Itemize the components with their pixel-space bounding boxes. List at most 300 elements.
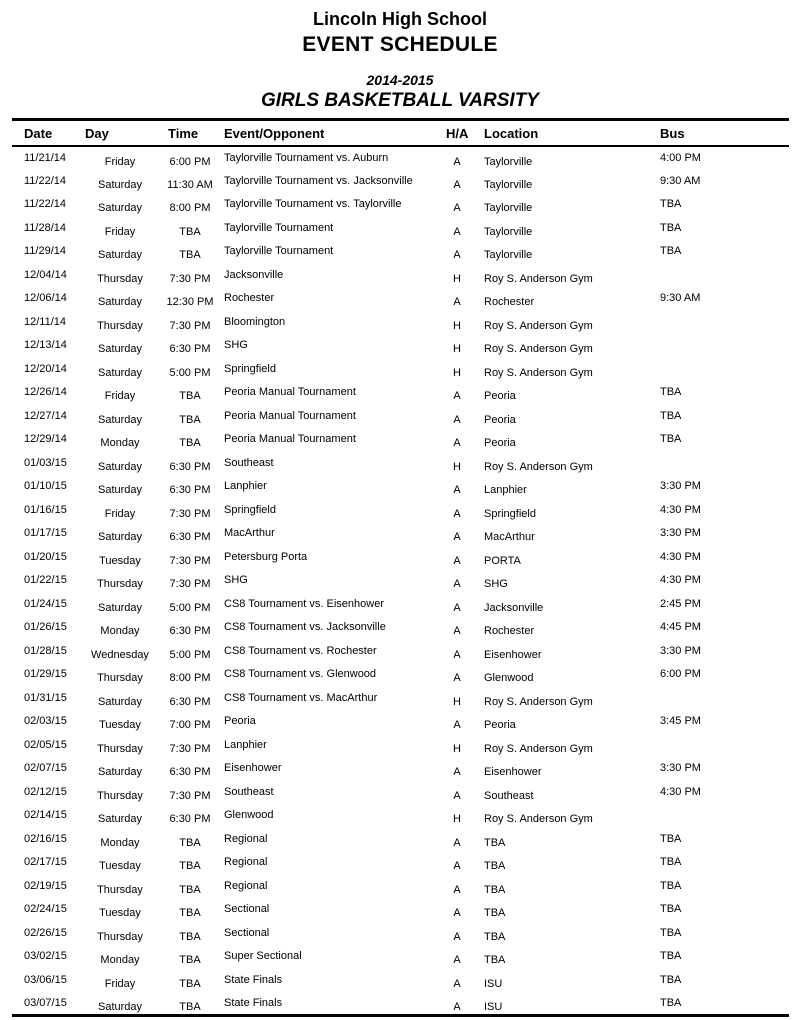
cell-location: Lanphier: [484, 484, 527, 497]
cell-time: 6:30 PM: [169, 531, 211, 544]
cell-time: TBA: [179, 390, 201, 403]
cell-date: 11/21/14: [24, 151, 67, 164]
cell-date: 12/06/14: [24, 292, 67, 305]
cell-date: 02/17/15: [24, 856, 67, 869]
cell-bus: [657, 734, 789, 758]
cell-ha: A: [453, 178, 461, 191]
schedule-row: [12, 828, 789, 852]
cell-day: Thursday: [97, 672, 143, 685]
cell-ha: A: [453, 202, 461, 215]
cell-event: CS8 Tournament vs. Glenwood: [224, 668, 377, 681]
cell-event: Sectional: [224, 926, 270, 939]
schedule-row: [12, 710, 789, 734]
cell-location: Glenwood: [484, 672, 534, 685]
cell-event: State Finals: [224, 996, 283, 1009]
cell-event: Southeast: [224, 785, 274, 798]
cell-location: Roy S. Anderson Gym: [484, 742, 593, 755]
cell-ha: H: [453, 460, 461, 473]
cell-date: 11/22/14: [24, 198, 67, 211]
cell-date: 12/13/14: [24, 339, 67, 352]
cell-event: Regional: [224, 856, 268, 869]
cell-location: Taylorville: [484, 155, 533, 168]
cell-ha: A: [453, 836, 461, 849]
cell-location: Jacksonville: [484, 601, 544, 614]
cell-date: 01/16/15: [24, 503, 67, 516]
schedule-row: [12, 405, 789, 429]
schedule-row: [12, 781, 789, 805]
season-label: 2014-2015: [366, 71, 434, 88]
cell-ha: A: [453, 954, 461, 967]
cell-location: Peoria: [484, 413, 516, 426]
team-name: GIRLS BASKETBALL VARSITY: [261, 90, 539, 112]
cell-location: TBA: [484, 907, 506, 920]
cell-event: Rochester: [224, 292, 275, 305]
cell-event: Glenwood: [224, 809, 274, 822]
cell-ha: H: [453, 742, 461, 755]
cell-bus: TBA: [660, 950, 682, 963]
cell-ha: A: [453, 437, 461, 450]
cell-ha: A: [453, 625, 461, 638]
cell-ha: A: [453, 719, 461, 732]
cell-time: 7:30 PM: [169, 507, 211, 520]
schedule-row: [12, 499, 789, 523]
cell-bus: [657, 804, 789, 828]
cell-date: 03/07/15: [24, 996, 67, 1009]
cell-bus: TBA: [660, 386, 682, 399]
cell-time: TBA: [179, 249, 201, 262]
cell-ha: A: [453, 484, 461, 497]
schedule-row: [12, 734, 789, 758]
schedule-row: [12, 922, 789, 946]
cell-location: Roy S. Anderson Gym: [484, 272, 593, 285]
cell-time: 6:30 PM: [169, 625, 211, 638]
cell-ha: A: [453, 225, 461, 238]
cell-location: Taylorville: [484, 202, 533, 215]
cell-day: Tuesday: [99, 719, 141, 732]
cell-time: TBA: [179, 930, 201, 943]
schedule-row: [12, 569, 789, 593]
cell-time: 6:30 PM: [169, 460, 211, 473]
schedule-row: [12, 757, 789, 781]
cell-date: 12/04/14: [24, 268, 67, 281]
cell-date: 03/02/15: [24, 950, 67, 963]
cell-location: Rochester: [484, 625, 535, 638]
cell-location: Springfield: [484, 507, 536, 520]
cell-time: 8:00 PM: [169, 202, 211, 215]
cell-bus: 3:30 PM: [660, 527, 701, 540]
cell-date: 12/27/14: [24, 409, 67, 422]
schedule-row: [12, 452, 789, 476]
cell-time: 6:30 PM: [169, 695, 211, 708]
cell-location: Peoria: [484, 719, 516, 732]
schedule-row: [12, 898, 789, 922]
cell-bus: TBA: [660, 198, 682, 211]
cell-time: 11:30 AM: [167, 178, 213, 191]
schedule-row: [12, 851, 789, 875]
cell-time: TBA: [179, 437, 201, 450]
cell-bus: TBA: [660, 926, 682, 939]
cell-event: State Finals: [224, 973, 283, 986]
cell-date: 11/22/14: [24, 174, 67, 187]
cell-event: CS8 Tournament vs. Eisenhower: [224, 597, 384, 610]
cell-ha: A: [453, 413, 461, 426]
schedule-table: [12, 118, 789, 1017]
cell-time: TBA: [179, 836, 201, 849]
cell-location: TBA: [484, 954, 506, 967]
cell-bus: 3:30 PM: [660, 480, 701, 493]
cell-date: 03/06/15: [24, 973, 67, 986]
cell-event: Peoria Manual Tournament: [224, 409, 356, 422]
cell-event: SHG: [224, 339, 248, 352]
cell-bus: [657, 311, 789, 335]
cell-ha: H: [453, 319, 461, 332]
cell-event: Regional: [224, 832, 268, 845]
cell-ha: H: [453, 343, 461, 356]
cell-location: TBA: [484, 930, 506, 943]
cell-event: Peoria Manual Tournament: [224, 386, 356, 399]
schedule-row: [12, 217, 789, 241]
cell-bus: 9:30 AM: [660, 174, 701, 187]
cell-ha: A: [453, 1000, 461, 1013]
cell-bus: [657, 452, 789, 476]
cell-event: Jacksonville: [224, 268, 284, 281]
cell-bus: 2:45 PM: [660, 597, 701, 610]
cell-bus: TBA: [660, 433, 682, 446]
cell-bus: 4:30 PM: [660, 574, 701, 587]
cell-day: Saturday: [97, 1000, 143, 1013]
cell-event: Regional: [224, 879, 268, 892]
cell-time: 7:30 PM: [169, 742, 211, 755]
cell-ha: A: [453, 860, 461, 873]
cell-day: Friday: [104, 155, 136, 168]
cell-location: Eisenhower: [484, 766, 542, 779]
cell-ha: A: [453, 296, 461, 309]
cell-event: Lanphier: [224, 480, 267, 493]
cell-date: 12/29/14: [24, 433, 67, 446]
cell-date: 01/24/15: [24, 597, 67, 610]
cell-bus: TBA: [660, 973, 682, 986]
cell-day: Monday: [100, 437, 140, 450]
cell-event: SHG: [224, 574, 248, 587]
cell-event: Eisenhower: [224, 762, 282, 775]
schedule-row: [12, 381, 789, 405]
cell-event: Taylorville Tournament: [224, 221, 334, 234]
document-header: [0, 8, 800, 113]
cell-ha: A: [453, 531, 461, 544]
cell-location: Taylorville: [484, 225, 533, 238]
cell-event: Petersburg Porta: [224, 550, 308, 563]
document-title: EVENT SCHEDULE: [302, 32, 498, 56]
cell-location: PORTA: [484, 554, 521, 567]
cell-bus: 3:45 PM: [660, 715, 701, 728]
cell-date: 01/20/15: [24, 550, 67, 563]
schedule-row: [12, 546, 789, 570]
cell-day: Saturday: [97, 249, 143, 262]
cell-bus: 4:30 PM: [660, 503, 701, 516]
cell-date: 11/28/14: [24, 221, 67, 234]
cell-bus: [657, 358, 789, 382]
schedule-row: [12, 170, 789, 194]
cell-ha: A: [453, 883, 461, 896]
cell-location: Peoria: [484, 437, 516, 450]
cell-bus: TBA: [660, 245, 682, 258]
cell-event: Sectional: [224, 903, 270, 916]
cell-time: 6:00 PM: [169, 155, 211, 168]
cell-time: TBA: [179, 225, 201, 238]
cell-event: Bloomington: [224, 315, 286, 328]
cell-ha: A: [453, 155, 461, 168]
cell-bus: 6:00 PM: [660, 668, 701, 681]
table-header-row: [12, 120, 789, 147]
cell-location: SHG: [484, 578, 508, 591]
schedule-row: [12, 804, 789, 828]
cell-date: 02/07/15: [24, 762, 67, 775]
cell-day: Thursday: [97, 883, 143, 896]
cell-date: 11/29/14: [24, 245, 67, 258]
cell-time: 8:00 PM: [169, 672, 211, 685]
cell-time: 7:30 PM: [169, 272, 211, 285]
cell-bus: 4:30 PM: [660, 550, 701, 563]
cell-location: ISU: [484, 977, 503, 990]
cell-day: Thursday: [97, 578, 143, 591]
cell-time: 5:00 PM: [169, 601, 211, 614]
cell-time: 12:30 PM: [166, 296, 214, 309]
cell-ha: H: [453, 695, 461, 708]
cell-bus: 3:30 PM: [660, 762, 701, 775]
cell-day: Saturday: [97, 531, 143, 544]
cell-day: Tuesday: [99, 860, 141, 873]
cell-bus: TBA: [660, 856, 682, 869]
cell-day: Wednesday: [91, 648, 149, 661]
schedule-row: [12, 287, 789, 311]
cell-date: 01/31/15: [24, 691, 67, 704]
schedule-row: [12, 311, 789, 335]
schedule-row: [12, 875, 789, 899]
cell-ha: H: [453, 813, 461, 826]
cell-bus: TBA: [660, 832, 682, 845]
cell-event: Peoria Manual Tournament: [224, 433, 356, 446]
cell-day: Saturday: [97, 178, 143, 191]
cell-bus: 4:00 PM: [660, 151, 701, 164]
cell-bus: TBA: [660, 409, 682, 422]
cell-bus: TBA: [660, 996, 682, 1009]
cell-event: MacArthur: [224, 527, 275, 540]
cell-ha: A: [453, 390, 461, 403]
cell-date: 12/26/14: [24, 386, 67, 399]
cell-location: MacArthur: [484, 531, 535, 544]
cell-ha: A: [453, 648, 461, 661]
cell-day: Saturday: [97, 695, 143, 708]
cell-bus: 4:45 PM: [660, 621, 701, 634]
cell-day: Saturday: [97, 813, 143, 826]
cell-date: 01/10/15: [24, 480, 67, 493]
schedule-row: [12, 240, 789, 264]
cell-date: 02/24/15: [24, 903, 67, 916]
column-header-ha: H/A: [437, 120, 477, 147]
cell-day: Saturday: [97, 484, 143, 497]
cell-event: Springfield: [224, 362, 276, 375]
cell-bus: [657, 264, 789, 288]
schedule-row: [12, 945, 789, 969]
cell-event: Taylorville Tournament: [224, 245, 334, 258]
cell-date: 01/17/15: [24, 527, 67, 540]
schedule-row: [12, 640, 789, 664]
schedule-row: [12, 334, 789, 358]
cell-day: Thursday: [97, 930, 143, 943]
cell-time: TBA: [179, 907, 201, 920]
cell-event: Southeast: [224, 456, 274, 469]
cell-location: Taylorville: [484, 178, 533, 191]
schedule-row: [12, 264, 789, 288]
cell-bus: TBA: [660, 221, 682, 234]
cell-day: Thursday: [97, 319, 143, 332]
schedule-row: [12, 428, 789, 452]
cell-date: 02/14/15: [24, 809, 67, 822]
cell-day: Thursday: [97, 789, 143, 802]
cell-time: 6:30 PM: [169, 766, 211, 779]
cell-date: 02/26/15: [24, 926, 67, 939]
cell-day: Thursday: [97, 742, 143, 755]
cell-event: CS8 Tournament vs. Jacksonville: [224, 621, 386, 634]
cell-ha: A: [453, 930, 461, 943]
cell-location: Peoria: [484, 390, 516, 403]
cell-location: TBA: [484, 836, 506, 849]
cell-date: 02/16/15: [24, 832, 67, 845]
schedule-row: [12, 663, 789, 687]
cell-day: Saturday: [97, 202, 143, 215]
schedule-row: [12, 616, 789, 640]
cell-time: 6:30 PM: [169, 484, 211, 497]
cell-location: Eisenhower: [484, 648, 542, 661]
cell-time: TBA: [179, 977, 201, 990]
cell-location: TBA: [484, 883, 506, 896]
cell-time: 5:00 PM: [169, 648, 211, 661]
cell-date: 12/20/14: [24, 362, 67, 375]
cell-day: Saturday: [97, 413, 143, 426]
cell-location: Rochester: [484, 296, 535, 309]
cell-date: 02/05/15: [24, 738, 67, 751]
cell-location: ISU: [484, 1000, 503, 1013]
cell-day: Saturday: [97, 343, 143, 356]
cell-ha: A: [453, 766, 461, 779]
schedule-row: [12, 687, 789, 711]
cell-day: Saturday: [97, 296, 143, 309]
cell-ha: A: [453, 249, 461, 262]
cell-day: Friday: [104, 977, 136, 990]
cell-time: 6:30 PM: [169, 813, 211, 826]
cell-day: Tuesday: [99, 907, 141, 920]
cell-time: 7:00 PM: [169, 719, 211, 732]
cell-date: 01/29/15: [24, 668, 67, 681]
schedule-row: [12, 475, 789, 499]
cell-location: Roy S. Anderson Gym: [484, 695, 593, 708]
cell-event: Taylorville Tournament vs. Auburn: [224, 151, 389, 164]
cell-ha: A: [453, 507, 461, 520]
cell-time: TBA: [179, 883, 201, 896]
cell-time: TBA: [179, 954, 201, 967]
cell-day: Friday: [104, 507, 136, 520]
cell-time: 7:30 PM: [169, 578, 211, 591]
cell-time: 7:30 PM: [169, 554, 211, 567]
cell-day: Saturday: [97, 366, 143, 379]
cell-bus: 9:30 AM: [660, 292, 701, 305]
cell-time: 6:30 PM: [169, 343, 211, 356]
schedule-row: [12, 193, 789, 217]
cell-day: Friday: [104, 390, 136, 403]
cell-ha: A: [453, 789, 461, 802]
cell-bus: [657, 334, 789, 358]
cell-date: 02/19/15: [24, 879, 67, 892]
column-header-date: Date: [12, 120, 82, 147]
cell-event: Peoria: [224, 715, 256, 728]
cell-location: Roy S. Anderson Gym: [484, 319, 593, 332]
cell-event: Super Sectional: [224, 950, 302, 963]
cell-date: 01/03/15: [24, 456, 67, 469]
cell-day: Friday: [104, 225, 136, 238]
table-body: [12, 146, 789, 1016]
cell-time: 7:30 PM: [169, 319, 211, 332]
cell-ha: A: [453, 672, 461, 685]
cell-date: 02/03/15: [24, 715, 67, 728]
column-header-location: Location: [477, 120, 657, 147]
cell-bus: TBA: [660, 903, 682, 916]
cell-ha: H: [453, 272, 461, 285]
cell-location: Roy S. Anderson Gym: [484, 366, 593, 379]
cell-location: Roy S. Anderson Gym: [484, 343, 593, 356]
cell-location: Roy S. Anderson Gym: [484, 460, 593, 473]
cell-time: TBA: [179, 413, 201, 426]
cell-day: Monday: [100, 625, 140, 638]
cell-bus: TBA: [660, 879, 682, 892]
cell-location: Taylorville: [484, 249, 533, 262]
cell-date: 12/11/14: [24, 315, 67, 328]
cell-location: TBA: [484, 860, 506, 873]
cell-event: CS8 Tournament vs. Rochester: [224, 644, 377, 657]
cell-day: Thursday: [97, 272, 143, 285]
cell-time: 7:30 PM: [169, 789, 211, 802]
cell-time: TBA: [179, 860, 201, 873]
cell-day: Monday: [100, 836, 140, 849]
cell-day: Saturday: [97, 460, 143, 473]
column-header-event: Event/Opponent: [222, 120, 437, 147]
cell-event: CS8 Tournament vs. MacArthur: [224, 691, 378, 704]
cell-bus: 4:30 PM: [660, 785, 701, 798]
schedule-row: [12, 969, 789, 993]
cell-day: Tuesday: [99, 554, 141, 567]
cell-day: Saturday: [97, 766, 143, 779]
cell-time: TBA: [179, 1000, 201, 1013]
cell-ha: A: [453, 907, 461, 920]
cell-event: Taylorville Tournament vs. Jacksonville: [224, 174, 413, 187]
cell-date: 01/22/15: [24, 574, 67, 587]
cell-date: 01/26/15: [24, 621, 67, 634]
schedule-row: [12, 522, 789, 546]
cell-location: Southeast: [484, 789, 534, 802]
cell-event: Lanphier: [224, 738, 267, 751]
cell-ha: A: [453, 554, 461, 567]
cell-day: Monday: [100, 954, 140, 967]
column-header-bus: Bus: [657, 120, 789, 147]
schedule-row: [12, 146, 789, 170]
schedule-row: [12, 593, 789, 617]
cell-time: 5:00 PM: [169, 366, 211, 379]
cell-day: Saturday: [97, 601, 143, 614]
cell-ha: A: [453, 601, 461, 614]
schedule-row: [12, 992, 789, 1016]
cell-bus: 3:30 PM: [660, 644, 701, 657]
schedule-row: [12, 358, 789, 382]
cell-bus: [657, 687, 789, 711]
